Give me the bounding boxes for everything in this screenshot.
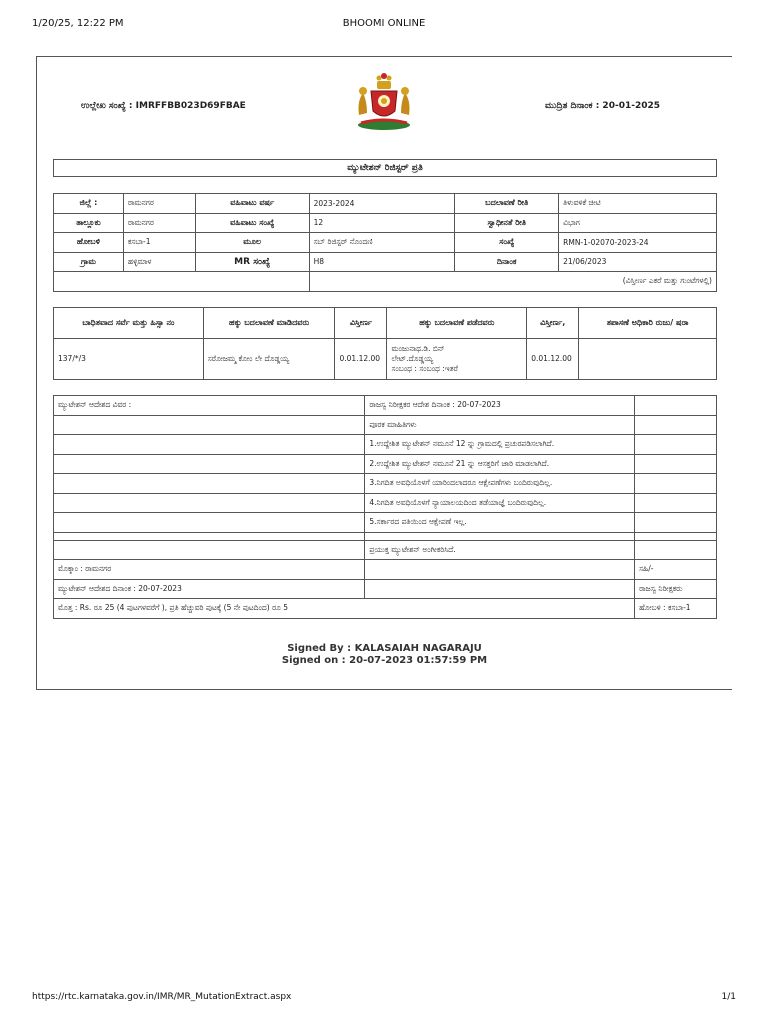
- change-type-label: ಬದಲಾವಣೆ ರೀತಿ: [455, 194, 559, 214]
- note-4: 4.ನಿಗದಿತ ಅವಧಿಯೊಳಗೆ ನ್ಯಾಯಾಲಯದಿಂದ ತಡೆಯಾಜ್ಞೆ ಬಂದಿರುವುದಿಲ್ಲ.: [365, 493, 635, 513]
- order-row-supplementary: [54, 415, 717, 435]
- from-area: 0.01.12.00: [335, 339, 387, 380]
- district-label: ಜಿಲ್ಲೆ :: [54, 194, 124, 214]
- page-url: https://rtc.karnataka.gov.in/IMR/MR_MutationExtract.aspx: [32, 992, 292, 1002]
- order-details-label: ಮ್ಯುಟೇಶನ್ ಆದೇಶದ ವಿವರ :: [54, 396, 365, 416]
- order-empty-cell: [54, 474, 365, 494]
- order-row-note: [54, 435, 717, 455]
- mutation-accepted: ಪ್ರಯುಕ್ತ ಮ್ಯುಟೇಶನ್ ಅಂಗೀಕರಿಸಿದೆ.: [365, 540, 635, 560]
- header-area-from: ವಿಸ್ತೀರ್ಣ: [335, 308, 387, 339]
- print-footer: [32, 992, 736, 1006]
- register-title: ಮ್ಯುಟೇಶನ್ ರಿಜಿಸ್ಟರ್ ಪ್ರತಿ: [53, 159, 717, 177]
- order-empty-cell: [635, 396, 717, 416]
- date-value: 21/06/2023: [559, 252, 717, 272]
- order-row-note: [54, 513, 717, 533]
- printed-date: ಮುದ್ರಿತ ದಿನಾಂಕ : 20-01-2025: [545, 101, 661, 111]
- document-frame: [36, 56, 732, 690]
- district-value: ರಾಮನಗರ: [123, 194, 195, 214]
- transaction-number-value: 12: [309, 213, 455, 233]
- survey-number: 137/*/3: [54, 339, 204, 380]
- order-row-header: [54, 396, 717, 416]
- hobli-value: ಕಸಬಾ-1: [123, 233, 195, 253]
- reference-number: ಉಲ್ಲೇಖ ಸಂಖ್ಯೆ : IMRFFBB023D69FBAE: [81, 101, 246, 111]
- order-empty-cell: [635, 435, 717, 455]
- header-survey-number: ಬಾಧಿತವಾದ ಸರ್ವೆ ಮತ್ತು ಹಿಸ್ಸಾ ನಂ: [54, 308, 204, 339]
- order-empty-cell: [54, 532, 365, 540]
- order-row-note: [54, 474, 717, 494]
- karnataka-emblem-icon: [349, 71, 419, 133]
- village-value: ಹಳ್ಳಿಮಾಳ: [123, 252, 195, 272]
- info-row-district: [54, 194, 717, 214]
- possession-type-label: ಸ್ವಾಧೀನತೆ ರೀತಿ: [455, 213, 559, 233]
- order-empty-cell: [635, 474, 717, 494]
- info-row-taluk: [54, 213, 717, 233]
- order-row-spacer: [54, 532, 717, 540]
- header-inspecting-officer: ತಪಾಸಣೆ ಅಧಿಕಾರಿ ರುಜು/ ಷರಾ: [579, 308, 717, 339]
- order-row-camp: [54, 560, 717, 580]
- order-row-note: [54, 493, 717, 513]
- signed-on: Signed on : 20-07-2023 01:57:59 PM: [281, 655, 488, 666]
- header-area-to: ವಿಸ್ತೀರ್ಣ,: [527, 308, 579, 339]
- to-party-relation: ಸಂಬಂಧ : ಸಂಬಂಧ :ಇತರೆ: [391, 364, 458, 373]
- order-empty-cell: [54, 415, 365, 435]
- possession-type-value: ವಿಭಾಗ: [559, 213, 717, 233]
- camp-location: ಮೊಕ್ಕಾಂ : ರಾಮನಗರ: [54, 560, 365, 580]
- order-empty-cell: [54, 493, 365, 513]
- hobli-footer: ಹೋಬಳಿ : ಕಸಬಾ-1: [635, 599, 717, 619]
- source-label: ಮೂಲ: [195, 233, 309, 253]
- revenue-inspector: ರಾಜಸ್ವ ನಿರೀಕ್ಷಕರು: [635, 579, 717, 599]
- order-empty-cell: [54, 435, 365, 455]
- change-type-value: ತಿಳುವಳಿಕೆ ಚೀಟಿ: [559, 194, 717, 214]
- taluk-label: ತಾಲ್ಲೂಕು: [54, 213, 124, 233]
- order-empty-cell: [635, 415, 717, 435]
- order-row-fee: [54, 599, 717, 619]
- info-row-area-note: [54, 272, 717, 292]
- transaction-year-label: ವಹಿವಾಟು ವರ್ಷ: [195, 194, 309, 214]
- survey-table: [53, 307, 717, 380]
- supplementary-label: ಪೂರಕ ಮಾಹಿತಿಗಳು: [365, 415, 635, 435]
- transaction-year-value: 2023-2024: [309, 194, 455, 214]
- order-row-accepted: [54, 540, 717, 560]
- note-2: 2.ಉದ್ದೇಶಿತ ಮ್ಯುಟೇಶನ್ ನಮೂನೆ 21 ನ್ನು ಆಸಕ್ತರಿಗೆ ಜಾರಿ ಮಾಡಲಾಗಿದೆ.: [365, 454, 635, 474]
- mr-number-label: MR ಸಂಖ್ಯೆ: [195, 252, 309, 272]
- order-empty-cell: [635, 513, 717, 533]
- print-header: [32, 18, 736, 32]
- note-5: 5.ಸರ್ಕಾರದ ಪತಿಯಿಂದ ಆಕ್ಷೇಪಣೆ ಇಲ್ಲ.: [365, 513, 635, 533]
- officer-remarks: [579, 339, 717, 380]
- header-rights-received-by: ಹಕ್ಕು ಬದಲಾವಣೆ ಪಡೆದವರು: [387, 308, 527, 339]
- order-empty-cell: [54, 513, 365, 533]
- to-party: [387, 339, 527, 380]
- note-3: 3.ನಿಗದಿತ ಅವಧಿಯೊಳಗೆ ಯಾರಿಂದಲಾದರೂ ಆಕ್ಷೇಪಣೆಗಳು ಬಂದಿರುವುದಿಲ್ಲ.: [365, 474, 635, 494]
- to-party-name: ಮಂಜುನಾಥ.ಡಿ. ಬಿನ್: [391, 344, 445, 353]
- order-row-date: [54, 579, 717, 599]
- to-area: 0.01.12.00: [527, 339, 579, 380]
- site-title: BHOOMI ONLINE: [342, 18, 426, 29]
- transaction-number-label: ವಹಿವಾಟು ಸಂಖ್ಯೆ: [195, 213, 309, 233]
- page-number: 1/1: [721, 992, 736, 1002]
- fee-details: ಮೊತ್ತ : Rs. ರೂ 25 (4 ಪುಟಗಳವರೆಗೆ ), ಪ್ರತಿ ಹೆಚ್ಚುವರಿ ಪುಟಕ್ಕೆ (5 ನೇ ಪುಟದಿಂದ) ರೂ 5: [54, 599, 635, 619]
- print-datetime: 1/20/25, 12:22 PM: [32, 18, 124, 29]
- order-empty-cell: [365, 532, 635, 540]
- village-label: ಗ್ರಾಮ: [54, 252, 124, 272]
- info-row-hobli: [54, 233, 717, 253]
- mutation-order-date: ಮ್ಯುಟೇಶನ್ ಆದೇಶದ ದಿನಾಂಕ : 20-07-2023: [54, 579, 365, 599]
- order-empty-cell: [635, 493, 717, 513]
- source-value: ಸಬ್ ರಿಜಿಸ್ಟರ್ ನೊಂದಣಿ: [309, 233, 455, 253]
- header-rights-changed-by: ಹಕ್ಕು ಬದಲಾವಣೆ ಮಾಡಿದವರು: [203, 308, 335, 339]
- order-empty-cell: [635, 454, 717, 474]
- mr-number-value: H8: [309, 252, 455, 272]
- order-empty-cell: [365, 579, 635, 599]
- order-empty-cell: [365, 560, 635, 580]
- info-row-village: [54, 252, 717, 272]
- note-1: 1.ಉದ್ದೇಶಿತ ಮ್ಯುಟೇಶನ್ ನಮೂನೆ 12 ನ್ನು ಗ್ರಾಮದಲ್ಲಿ ಪ್ರಚುರಪಡಿಸಲಾಗಿದೆ.: [365, 435, 635, 455]
- order-empty-cell: [635, 540, 717, 560]
- order-empty-cell: [635, 532, 717, 540]
- inspector-order-date: ರಾಜಸ್ವ ನಿರೀಕ್ಷಕರ ಆದೇಶ ದಿನಾಂಕ : 20-07-2023: [365, 396, 635, 416]
- number-label: ಸಂಖ್ಯೆ: [455, 233, 559, 253]
- survey-header-row: [54, 308, 717, 339]
- taluk-value: ರಾಮನಗರ: [123, 213, 195, 233]
- date-label: ದಿನಾಂಕ: [455, 252, 559, 272]
- area-note-spacer: [54, 272, 310, 292]
- signed-mark: ಸಹಿ/-: [635, 560, 717, 580]
- area-unit-note: (ವಿಸ್ತೀರ್ಣ ಎಕರೆ ಮತ್ತು ಗುಂಟೆಗಳಲ್ಲಿ): [309, 272, 716, 292]
- order-empty-cell: [54, 454, 365, 474]
- order-row-note: [54, 454, 717, 474]
- order-table: [53, 395, 717, 619]
- order-empty-cell: [54, 540, 365, 560]
- mutation-info-table: [53, 193, 717, 292]
- number-value: RMN-1-02070-2023-24: [559, 233, 717, 253]
- survey-row: [54, 339, 717, 380]
- hobli-label: ಹೋಬಳಿ: [54, 233, 124, 253]
- signed-by: Signed By : KALASAIAH NAGARAJU: [287, 643, 482, 654]
- from-party: ಸರೋಜಮ್ಮ ಕೋಂ ಲೇ ದೊಡ್ಡಯ್ಯ: [203, 339, 335, 380]
- digital-signature: [37, 643, 732, 667]
- to-party-father: ಲೇಟ್.ದೊಡ್ಡಯ್ಯ: [391, 354, 434, 363]
